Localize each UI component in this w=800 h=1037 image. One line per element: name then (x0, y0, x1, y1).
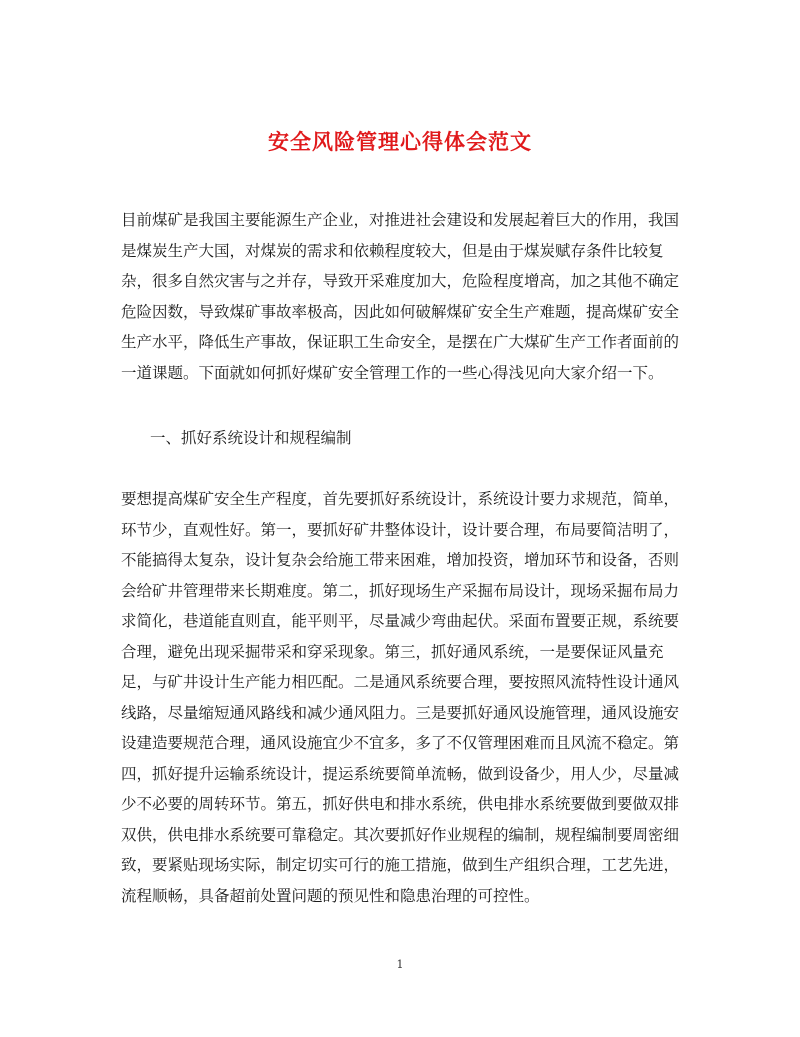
document-title: 安全风险管理心得体会范文 (268, 129, 532, 155)
section-paragraph: 要想提高煤矿安全生产程度，首先要抓好系统设计，系统设计要力求规范，简单，环节少，直观性好。第一，要抓好矿井整体设计，设计要合理，布局要简洁明了，不能搞得太复杂，设计复杂会给施工带来困难，增加投资，增加环节和设备，否则会给矿井管理带来长期难度。第二，抓好现场生产采掘布局设计，现场采掘布局力求简化，巷道能直则直，能平则平，尽量减少弯曲起伏。采面布置要正规，系统要合理，避免出现采掘带采和穿采现象。第三，抓好通风系统，一是要保证风量充足，与矿井设计生产能力相匹配。二是通风系统要合理，要按照风流特性设计通风线路，尽量缩短通风路线和减少通风阻力。三是要抓好通风设施管理，通风设施安设建造要规范合理，通风设施宜少不宜多，多了不仅管理困难而且风流不稳定。第四，抓好提升运输系统设计，提运系统要简单流畅，做到设备少，用人少，尽量减少不必要的周转环节。第五，抓好供电和排水系统，供电排水系统要做到要做双排双供，供电排水系统要可靠稳定。其次要抓好作业规程的编制，规程编制要周密细致，要紧贴现场实际，制定切实可行的施工措施，做到生产组织合理，工艺先进，流程顺畅，具备超前处置问题的预见性和隐患治理的可控性。 (121, 490, 680, 905)
section-heading: 一、抓好系统设计和规程编制 (150, 429, 352, 447)
intro-paragraph: 目前煤矿是我国主要能源生产企业，对推进社会建设和发展起着巨大的作用，我国是煤炭生产大国，对煤炭的需求和依赖程度较大，但是由于煤炭赋存条件比较复杂，很多自然灾害与之并存，导致开采难度加大，危险程度增高，加之其他不确定危险因数，导致煤矿事故率极高，因此如何破解煤矿安全生产难题，提高煤矿安全生产水平，降低生产事故，保证职工生命安全，是摆在广大煤矿生产工作者面前的一道课题。下面就如何抓好煤矿安全管理工作的一些心得浅见向大家介绍一下。 (121, 211, 680, 382)
page-number: 1 (396, 958, 404, 971)
